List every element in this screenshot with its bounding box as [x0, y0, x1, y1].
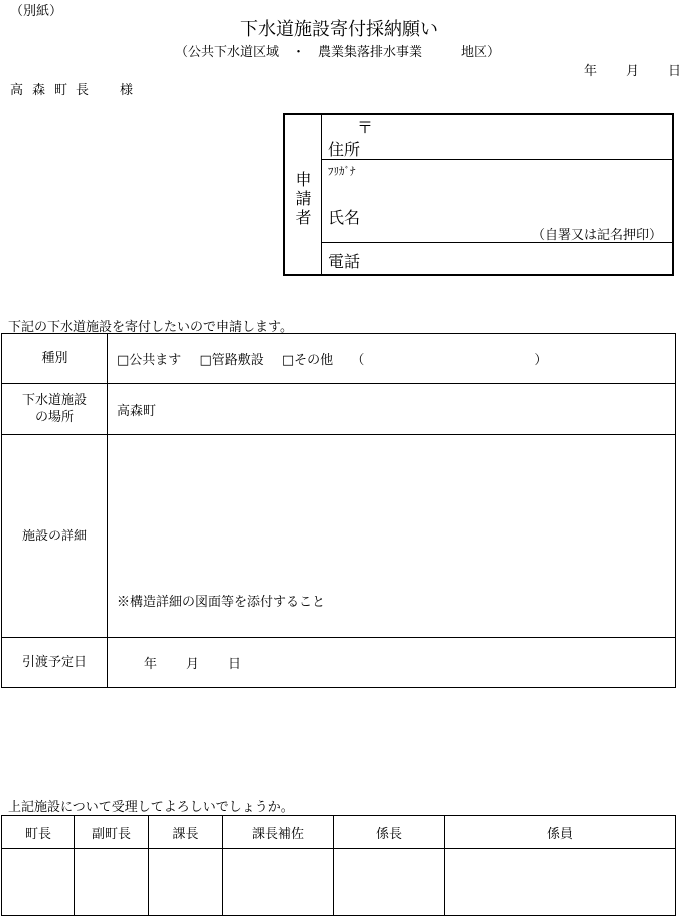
- address-label: 住所: [328, 140, 361, 159]
- location-row: [2, 384, 676, 435]
- applicant-side: [285, 115, 322, 274]
- date-month: 月: [626, 64, 640, 79]
- detail-note: ※構造詳細の図面等を添付すること: [117, 595, 326, 610]
- signature-note: （自署又は記名押印）: [531, 228, 662, 243]
- phone-label: 電話: [328, 252, 361, 271]
- kind-option-public-basin[interactable]: □公共ます: [117, 353, 182, 368]
- kana-label: ﾌﾘｶﾞﾅ: [328, 165, 356, 178]
- handover-month: 月: [186, 657, 200, 672]
- location-label-line1: 下水道施設: [21, 393, 87, 408]
- approval-header-assistant-chief: 課長補佐: [223, 816, 334, 849]
- approval-header-staff: 係員: [445, 816, 676, 849]
- address-row[interactable]: [322, 115, 672, 160]
- approval-header-subsection-chief: 係長: [334, 816, 445, 849]
- detail-row: [2, 435, 676, 638]
- handover-label: 引渡予定日: [2, 638, 108, 688]
- detail-field[interactable]: [108, 435, 676, 638]
- addressee: 高森町長 様: [10, 83, 143, 98]
- applicant-side-label: [285, 170, 322, 227]
- approval-stamp-mayor[interactable]: [2, 849, 75, 916]
- approval-stamp-staff[interactable]: [445, 849, 676, 916]
- approval-stamp-section-chief[interactable]: [149, 849, 223, 916]
- kind-row: [2, 334, 676, 384]
- applicant-side-char-2: 請: [295, 189, 312, 208]
- document-subtitle: （公共下水道区域 ・ 農業集落排水事業 地区）: [175, 45, 501, 60]
- kind-option-pipe[interactable]: □管路敷設: [199, 353, 264, 368]
- kind-option-other[interactable]: □その他: [281, 353, 334, 368]
- kind-paren-open: （: [351, 353, 365, 368]
- intro-text: 下記の下水道施設を寄付したいので申請します。: [8, 320, 293, 335]
- approval-stamp-assistant-chief[interactable]: [223, 849, 334, 916]
- phone-row[interactable]: [322, 243, 672, 276]
- approval-table: [1, 815, 676, 916]
- facility-table: [1, 333, 676, 688]
- date-year: 年: [584, 64, 598, 79]
- handover-row: [2, 638, 676, 688]
- submission-date: [584, 60, 681, 79]
- confirm-text: 上記施設について受理してよろしいでしょうか。: [8, 800, 294, 815]
- approval-stamp-subsection-chief[interactable]: [334, 849, 445, 916]
- applicant-side-char-3: 者: [295, 208, 312, 227]
- approval-stamp-row: [2, 849, 676, 916]
- location-label-line2: の場所: [34, 410, 74, 425]
- applicant-side-char-1: 申: [295, 170, 312, 189]
- date-day: 日: [668, 64, 681, 79]
- location-value[interactable]: 高森町: [108, 384, 676, 435]
- location-label: [2, 384, 108, 435]
- kind-paren-close: ）: [534, 353, 548, 368]
- kind-label: 種別: [2, 334, 108, 384]
- approval-header-row: [2, 816, 676, 849]
- approval-header-mayor: 町長: [2, 816, 75, 849]
- name-row[interactable]: [322, 160, 672, 243]
- name-label: 氏名: [328, 208, 361, 227]
- approval-header-deputy-mayor: 副町長: [75, 816, 149, 849]
- annex-label: （別紙）: [10, 4, 63, 19]
- handover-year: 年: [144, 657, 158, 672]
- document-title: 下水道施設寄付採納願い: [240, 19, 438, 40]
- kind-options[interactable]: [108, 334, 676, 384]
- postal-mark: 〒: [357, 118, 374, 137]
- applicant-box: [283, 113, 674, 276]
- handover-date[interactable]: [108, 638, 676, 688]
- handover-day: 日: [228, 657, 242, 672]
- detail-label: 施設の詳細: [2, 435, 108, 638]
- approval-stamp-deputy-mayor[interactable]: [75, 849, 149, 916]
- approval-header-section-chief: 課長: [149, 816, 223, 849]
